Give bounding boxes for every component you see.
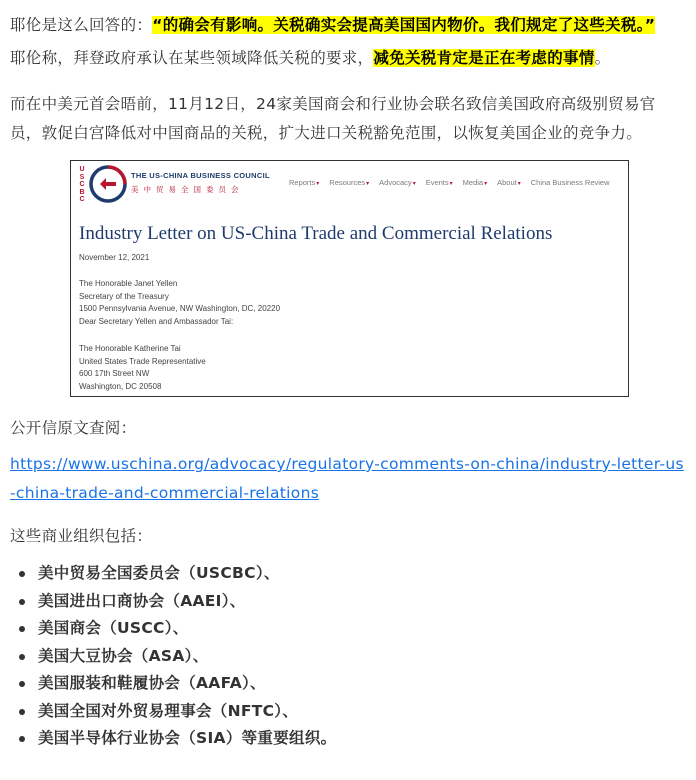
bullet-icon (19, 709, 25, 715)
open-letter-label: 公开信原文查阅： (10, 419, 137, 437)
logo-text (131, 171, 270, 195)
org-name: 美国进出口商协会（AAEI）、 (38, 591, 246, 610)
quote-line (10, 11, 686, 40)
period: 。 (594, 49, 611, 67)
list-item (10, 670, 336, 698)
org-name: 美国全国对外贸易理事会（NFTC）、 (38, 701, 299, 720)
quote-intro: 耶伦是这么回答的： (10, 16, 153, 34)
bullet-icon (19, 736, 25, 742)
list-item (10, 698, 336, 726)
nav-item-label: Events (425, 178, 449, 187)
chevron-down-icon: ▾ (484, 181, 488, 187)
highlighted-tariff: 减免关税肯定是正在考虑的事情 (373, 49, 595, 67)
address-line: 600 17th Street NW (79, 369, 150, 379)
chevron-down-icon: ▾ (517, 181, 521, 187)
address-block-tai (79, 343, 206, 394)
logo-letter: B (79, 188, 85, 196)
logo-letter: S (79, 173, 85, 181)
tariff-line (10, 44, 686, 73)
nav-item-label: China Business Review (530, 178, 610, 187)
org-list (10, 560, 336, 753)
uscbc-logo-icon (89, 165, 127, 203)
nav-item[interactable] (426, 178, 453, 187)
list-item (10, 615, 336, 643)
org-name: 美国大豆协会（ASA）、 (38, 646, 209, 665)
address-block-yellen (79, 278, 280, 329)
nav-item-label: Advocacy (379, 178, 412, 187)
embedded-letter-screenshot (70, 160, 629, 397)
address-line: 1500 Pennsylvania Avenue, NW Washington, DC, 20220 (79, 304, 281, 314)
highlighted-quote: “的确会有影响。关税确实会提高美国国内物价。我们规定了这些关税。” (152, 16, 656, 34)
nav-item-label: Reports (289, 178, 316, 187)
chevron-down-icon: ▾ (449, 181, 453, 187)
nav-item[interactable] (463, 178, 487, 187)
letter-link-container (10, 450, 686, 508)
nav-item[interactable] (531, 178, 610, 187)
org-name: 美国服装和鞋履协会（AAFA）、 (38, 674, 266, 692)
paragraph-letter: 而在中美元首会晤前，11月12日，24家美国商会和行业协会联名致信美国政府高级别贸易官员，敦促白宫降低对中国商品的关税，扩大进口关税豁免范围，以恢复美国企业的竞争力。 (10, 95, 656, 142)
nav-item[interactable] (329, 178, 369, 187)
nav-item-label: Resources (329, 178, 366, 187)
logo-letter: C (79, 196, 85, 203)
chevron-down-icon: ▾ (366, 181, 370, 187)
bullet-icon (19, 681, 25, 687)
letter-link[interactable]: https://www.uschina.org/advocacy/regulatory-comments-on-china/industry-letter-us-china-trade-and-commercial-relations (10, 455, 684, 502)
chevron-down-icon: ▾ (316, 181, 320, 187)
letter-title: Industry Letter on US-China Trade and Commercial Relations (79, 223, 553, 244)
uscbc-header (71, 161, 628, 209)
paragraph-yellen-quote (10, 11, 686, 73)
org-name: 美国半导体行业协会（SIA）等重要组织。 (38, 729, 337, 747)
bullet-icon (19, 654, 25, 660)
nav-item[interactable] (289, 178, 319, 187)
list-item (10, 725, 336, 753)
logo-chinese: 美中贸易全国委员会 (131, 185, 244, 194)
bullet-icon (19, 571, 25, 577)
nav-item-label: About (497, 178, 517, 187)
logo-letter: C (79, 181, 85, 188)
nav-item[interactable] (497, 178, 521, 187)
address-line: Dear Secretary Yellen and Ambassador Tai: (79, 317, 234, 327)
letter-date: November 12, 2021 (79, 253, 150, 262)
list-item (10, 643, 336, 671)
address-line: United States Trade Representative (79, 356, 206, 366)
list-item (10, 588, 336, 616)
logo-letter: U (79, 166, 85, 173)
org-name: 美国商会（USCC）、 (38, 619, 189, 637)
list-item (10, 560, 336, 588)
chevron-down-icon: ▾ (412, 181, 416, 187)
logo-vertical-text (77, 166, 87, 204)
logo-english: THE US-CHINA BUSINESS COUNCIL (131, 171, 270, 180)
nav-item-label: Media (462, 178, 484, 187)
orgs-intro: 这些商业组织包括： (10, 527, 153, 545)
tariff-text: 耶伦称，拜登政府承认在某些领域降低关税的要求， (10, 49, 374, 67)
org-name: 美中贸易全国委员会（USCBC）、 (38, 564, 280, 582)
address-line: Washington, DC 20508 (79, 382, 162, 392)
address-line: The Honorable Katherine Tai (79, 344, 181, 353)
site-nav (289, 178, 610, 187)
address-line: The Honorable Janet Yellen (79, 279, 178, 288)
nav-item[interactable] (379, 178, 416, 187)
address-line: Secretary of the Treasury (79, 291, 169, 301)
bullet-icon (19, 599, 25, 605)
bullet-icon (19, 626, 25, 632)
